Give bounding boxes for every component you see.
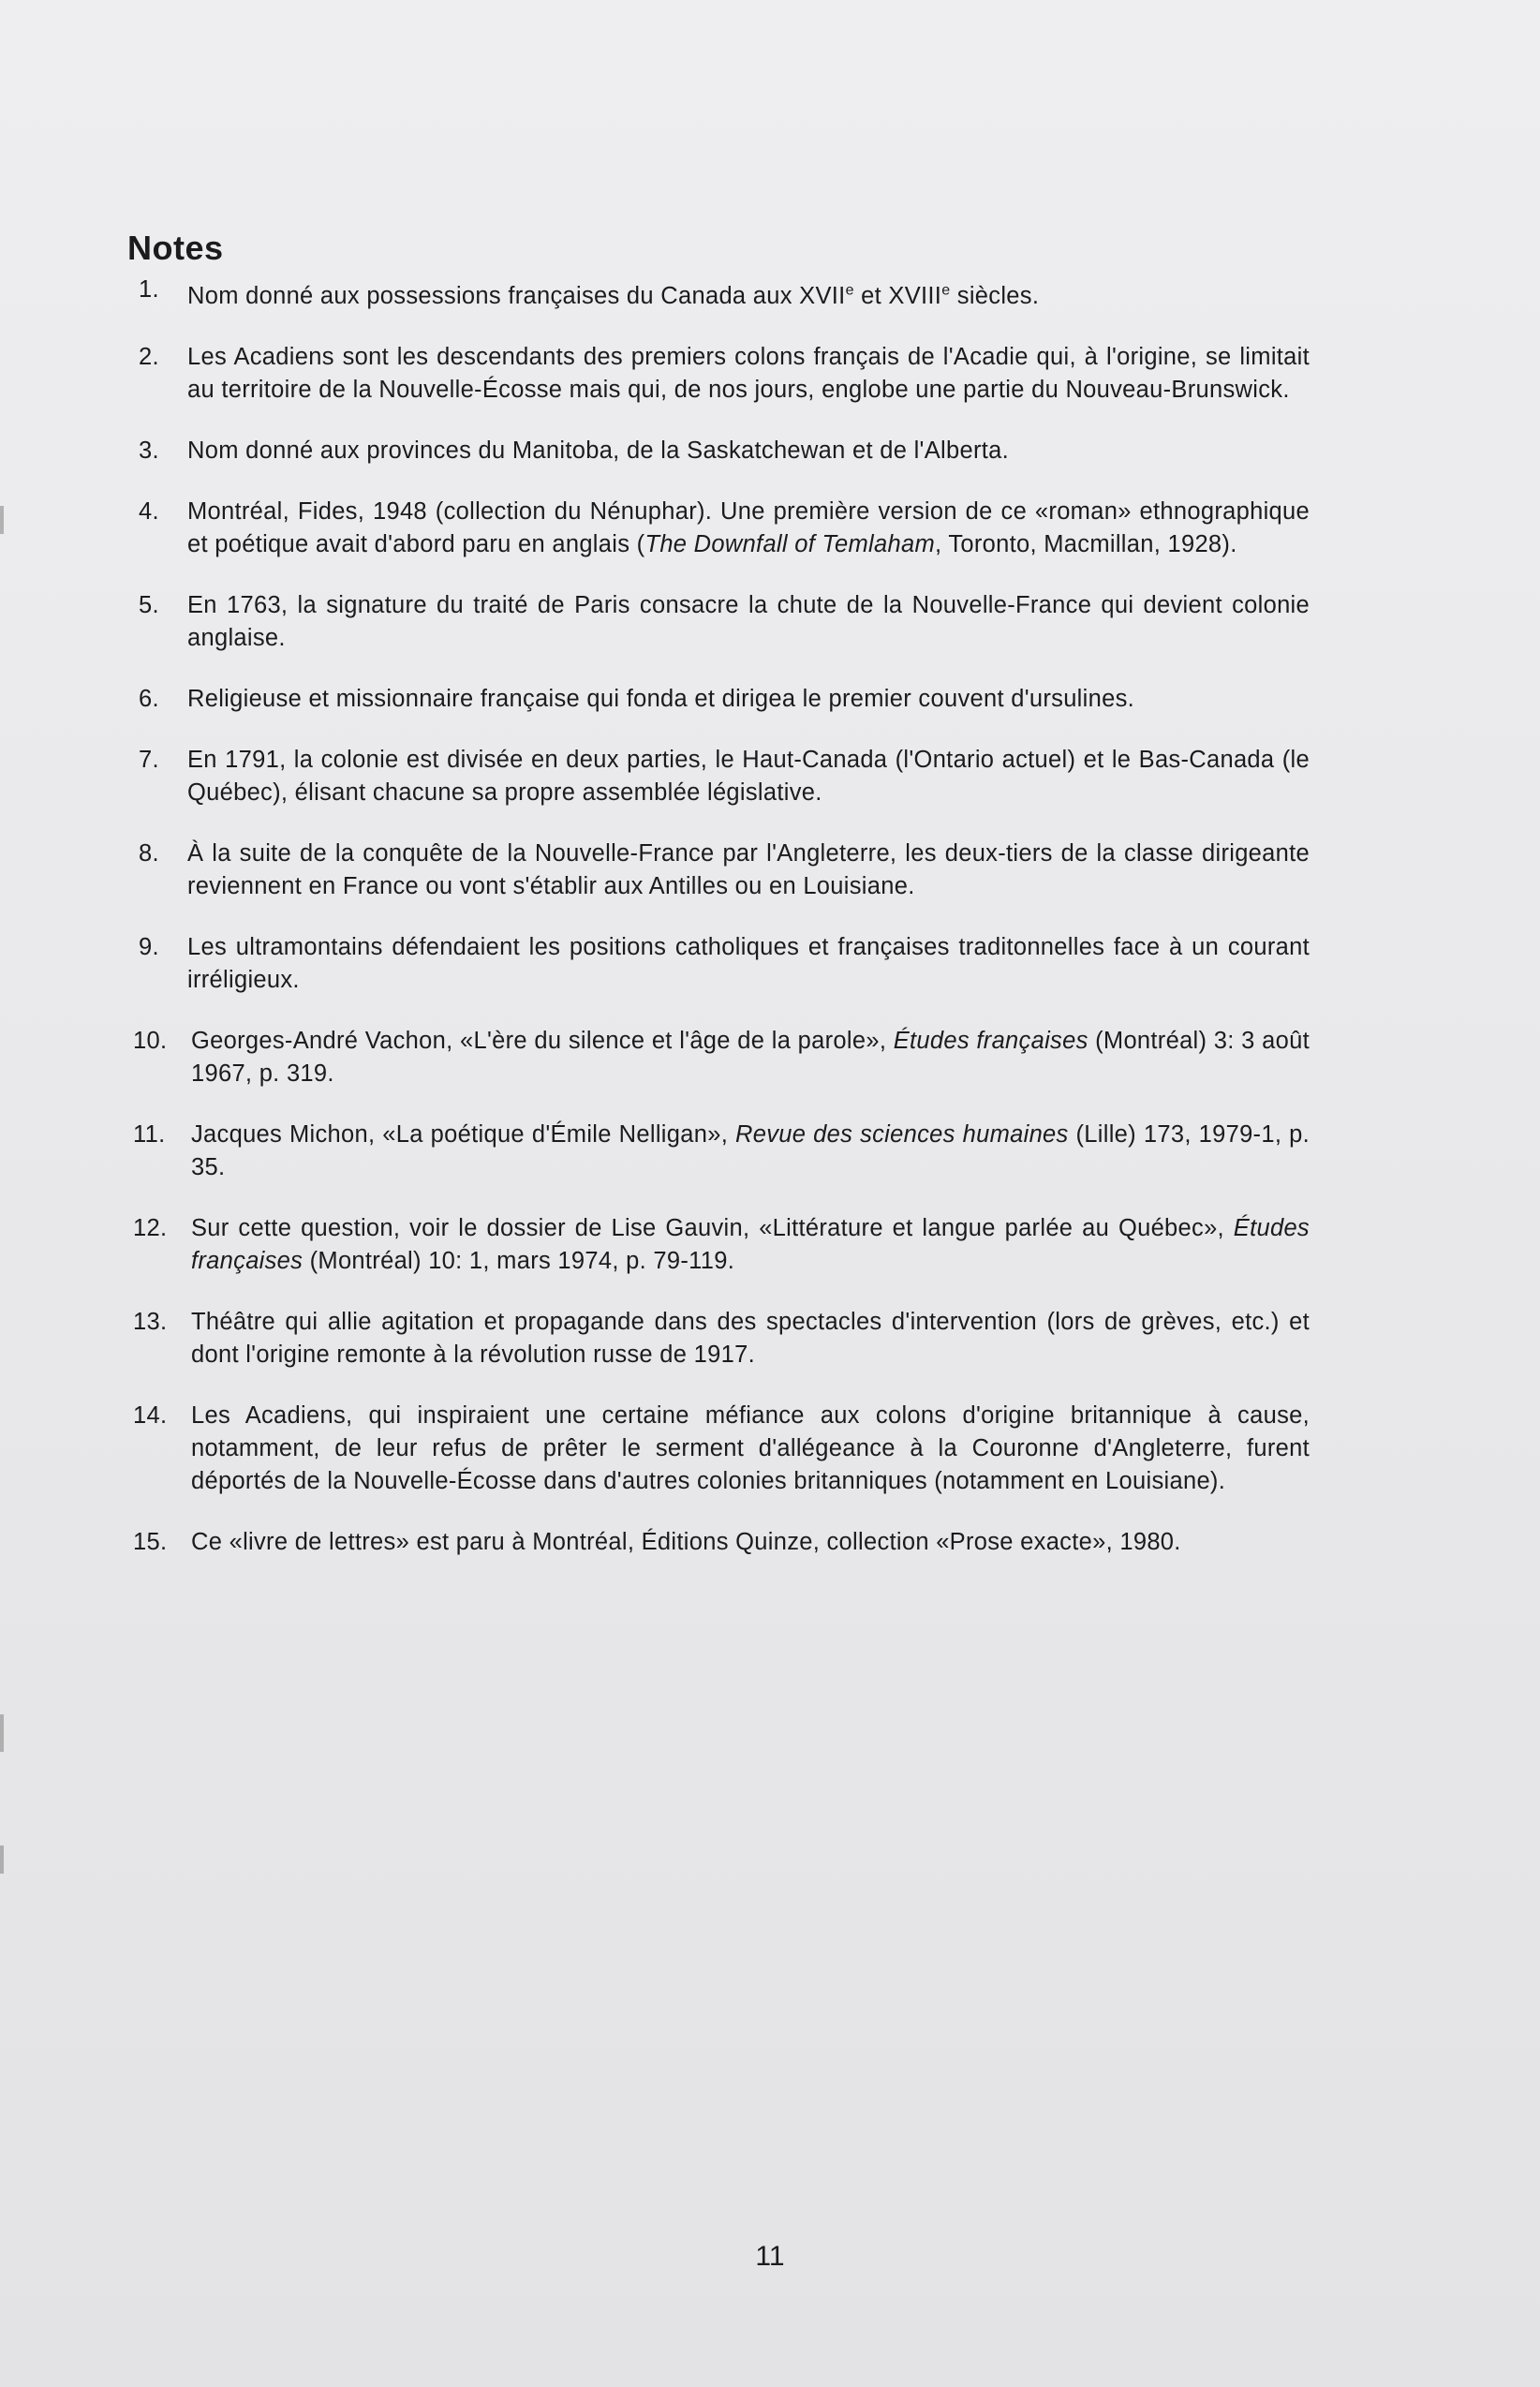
page-edge-mark — [0, 506, 4, 534]
note-text-segment: Les Acadiens sont les descendants des premiers colons français de l'Acadie qui, à l'origine, se limitait au territoire de la Nouvelle-Écosse mais qui, de nos jours, englobe une partie du Nouveau-Brunswick. — [187, 343, 1310, 403]
note-text — [191, 1309, 1310, 1368]
note-text-segment: Nom donné aux possessions françaises du Canada aux XVII — [187, 282, 846, 309]
note-title: Études françaises — [893, 1027, 1088, 1054]
note-text-segment: En 1763, la signature du traité de Paris consacre la chute de la Nouvelle-France qui devient colonie anglaise. — [187, 591, 1310, 651]
note-text — [187, 592, 1310, 651]
note-item — [139, 589, 1310, 655]
note-text — [191, 1529, 1181, 1555]
note-number: 6. — [139, 685, 159, 712]
note-text-segment: À la suite de la conquête de la Nouvelle-France par l'Angleterre, les deux-tiers de la classe dirigeante reviennent en France ou vont s'établir aux Antilles ou en Louisiane. — [187, 839, 1310, 899]
note-item — [139, 496, 1310, 561]
note-item — [139, 838, 1310, 903]
note-item — [139, 341, 1310, 407]
note-text — [187, 934, 1310, 993]
note-text-segment: En 1791, la colonie est divisée en deux parties, le Haut-Canada (l'Ontario actuel) et le Bas-Canada (le Québec), élisant chacune sa propre assemblée législative. — [187, 746, 1310, 806]
note-number: 14. — [133, 1401, 168, 1429]
note-text-segment: Ce «livre de lettres» est paru à Montréal, Éditions Quinze, collection «Prose exacte», 1980. — [191, 1528, 1181, 1555]
note-text-segment: (Montréal) 10: 1, mars 1974, p. 79-119. — [303, 1247, 735, 1274]
note-text — [191, 1121, 1310, 1180]
note-number: 9. — [139, 933, 159, 960]
note-text-segment: Jacques Michon, «La poétique d'Émile Nelligan», — [191, 1120, 736, 1148]
note-item — [133, 1526, 1310, 1559]
note-text-segment: Georges-André Vachon, «L'ère du silence et l'âge de la parole», — [191, 1027, 894, 1054]
note-number: 10. — [133, 1027, 168, 1054]
note-item — [133, 1119, 1310, 1184]
note-item — [133, 1212, 1310, 1278]
note-text — [187, 344, 1310, 403]
note-text — [187, 498, 1310, 557]
note-text — [187, 747, 1310, 806]
note-number: 8. — [139, 839, 159, 867]
note-number: 3. — [139, 437, 159, 464]
note-item — [139, 744, 1310, 809]
notes-list — [133, 274, 1310, 1587]
note-text — [191, 1215, 1310, 1274]
note-text-segment: e — [941, 282, 951, 298]
note-text-segment: siècles. — [950, 282, 1040, 309]
note-text — [187, 283, 1039, 309]
note-text-segment: Théâtre qui allie agitation et propagande dans des spectacles d'intervention (lors de grèves, etc.) et dont l'origine remonte à la révolution russe de 1917. — [191, 1308, 1310, 1368]
note-item — [139, 931, 1310, 997]
page-edge-mark — [0, 1846, 4, 1874]
note-title: The Downfall of Temlaham — [644, 530, 936, 557]
note-number: 5. — [139, 591, 159, 618]
note-text-segment: , Toronto, Macmillan, 1928). — [935, 530, 1237, 557]
note-text — [187, 840, 1310, 899]
note-number: 11. — [133, 1120, 166, 1148]
note-number: 12. — [133, 1214, 168, 1241]
note-text-segment: Sur cette question, voir le dossier de Lise Gauvin, «Littérature et langue parlée au Québec», — [191, 1214, 1234, 1241]
note-text-segment: Nom donné aux provinces du Manitoba, de la Saskatchewan et de l'Alberta. — [187, 437, 1009, 464]
note-text-segment: e — [845, 282, 854, 298]
note-item — [133, 1025, 1310, 1090]
note-text-segment: Les ultramontains défendaient les positions catholiques et françaises traditonnelles face à un courant irréligieux. — [187, 933, 1310, 993]
note-text — [191, 1028, 1310, 1087]
note-title: Études françaises — [191, 1214, 1310, 1274]
note-number: 13. — [133, 1308, 168, 1335]
note-text-segment: Montréal, Fides, 1948 (collection du Nénuphar). Une première version de ce «roman» ethnographique et poétique avait d'abord paru en anglais ( — [187, 497, 1310, 557]
page-edge-mark — [0, 1714, 4, 1752]
note-text-segment: et XVIII — [853, 282, 942, 309]
note-item — [139, 274, 1310, 313]
note-number: 1. — [139, 276, 159, 303]
note-item — [139, 435, 1310, 467]
note-text-segment: Les Acadiens, qui inspiraient une certaine méfiance aux colons d'origine britannique à cause, notamment, de leur refus de prêter le serment d'allégeance à la Couronne d'Angleterre, furent déportés de la Nouvelle-Écosse dans d'autres colonies britanniques (notamment en Louisiane). — [191, 1401, 1310, 1494]
note-text — [187, 437, 1009, 464]
note-title: Revue des sciences humaines — [735, 1120, 1069, 1148]
note-item — [139, 683, 1310, 716]
note-text-segment: (Lille) 173, 1979-1, p. 35. — [191, 1120, 1310, 1180]
note-number: 7. — [139, 746, 159, 773]
note-text-segment: Religieuse et missionnaire française qui fonda et dirigea le premier couvent d'ursulines. — [187, 685, 1135, 712]
note-number: 4. — [139, 497, 159, 525]
notes-heading: Notes — [127, 229, 224, 267]
note-text — [187, 686, 1134, 712]
note-item — [133, 1306, 1310, 1371]
note-number: 2. — [139, 343, 159, 370]
note-text — [191, 1402, 1310, 1494]
note-item — [133, 1400, 1310, 1498]
note-text-segment: (Montréal) 3: 3 août 1967, p. 319. — [191, 1027, 1310, 1087]
page-number: 11 — [755, 2241, 785, 2272]
note-number: 15. — [133, 1528, 168, 1555]
